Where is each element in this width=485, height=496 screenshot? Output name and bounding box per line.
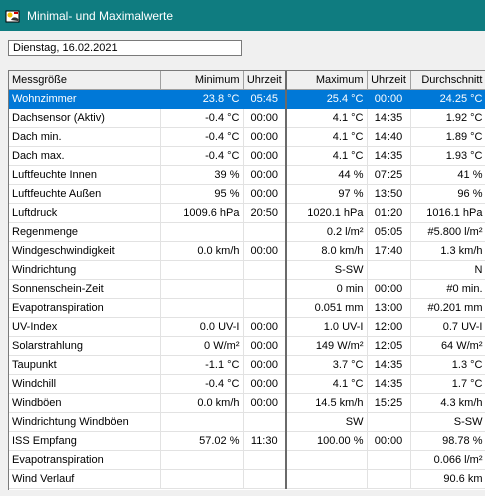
column-header-measure[interactable]: Messgröße [9, 71, 160, 89]
cell-max-time: 00:00 [367, 431, 410, 450]
cell-average: 96 % [410, 184, 485, 203]
cell-measure: Dachsensor (Aktiv) [9, 108, 160, 127]
title-bar[interactable] [0, 0, 485, 31]
cell-measure: Wohnzimmer [9, 89, 160, 108]
cell-average: 1.93 °C [410, 146, 485, 165]
cell-measure: Taupunkt [9, 355, 160, 374]
cell-maximum: 4.1 °C [286, 374, 367, 393]
cell-min-time: 00:00 [243, 146, 286, 165]
cell-max-time: 12:00 [367, 317, 410, 336]
cell-minimum: -0.4 °C [160, 127, 243, 146]
cell-minimum [160, 279, 243, 298]
cell-max-time: 05:05 [367, 222, 410, 241]
cell-measure: UV-Index [9, 317, 160, 336]
cell-min-time: 11:30 [243, 431, 286, 450]
cell-maximum: 3.7 °C [286, 355, 367, 374]
cell-average: 1.92 °C [410, 108, 485, 127]
weather-app-icon [5, 8, 21, 24]
cell-min-time: 00:00 [243, 393, 286, 412]
cell-minimum: -0.4 °C [160, 374, 243, 393]
cell-maximum: 14.5 km/h [286, 393, 367, 412]
cell-minimum: 23.8 °C [160, 89, 243, 108]
cell-minimum: -0.4 °C [160, 146, 243, 165]
cell-minimum: 0.0 km/h [160, 393, 243, 412]
cell-average: 41 % [410, 165, 485, 184]
cell-maximum: 8.0 km/h [286, 241, 367, 260]
minmax-table[interactable] [8, 70, 485, 491]
column-header-maximum[interactable]: Maximum [286, 71, 367, 89]
cell-max-time: 13:50 [367, 184, 410, 203]
cell-average: 0.7 UV-I [410, 317, 485, 336]
cell-minimum: 0.0 km/h [160, 241, 243, 260]
cell-average: 98.78 % [410, 431, 485, 450]
cell-measure: Dach max. [9, 146, 160, 165]
cell-maximum: 4.1 °C [286, 146, 367, 165]
cell-measure: Luftfeuchte Außen [9, 184, 160, 203]
cell-max-time: 14:40 [367, 127, 410, 146]
cell-maximum: 1020.1 hPa [286, 203, 367, 222]
cell-max-time: 14:35 [367, 146, 410, 165]
cell-min-time: 00:00 [243, 108, 286, 127]
cell-min-time: 00:00 [243, 184, 286, 203]
cell-minimum [160, 298, 243, 317]
cell-minimum: -1.1 °C [160, 355, 243, 374]
cell-measure: Windböen [9, 393, 160, 412]
cell-average: 64 W/m² [410, 336, 485, 355]
cell-min-time: 00:00 [243, 374, 286, 393]
cell-max-time: 14:35 [367, 108, 410, 127]
column-header-average[interactable]: Durchschnitt [410, 71, 485, 89]
window-bottom-edge [0, 490, 485, 496]
cell-maximum: 0.051 mm [286, 298, 367, 317]
cell-measure: Luftdruck [9, 203, 160, 222]
cell-minimum [160, 222, 243, 241]
table-row[interactable] [9, 184, 485, 203]
cell-min-time: 20:50 [243, 203, 286, 222]
column-header-max-time[interactable]: Uhrzeit [367, 71, 410, 89]
cell-minimum: 57.02 % [160, 431, 243, 450]
cell-average: #0 min. [410, 279, 485, 298]
cell-min-time: 00:00 [243, 355, 286, 374]
cell-maximum: 149 W/m² [286, 336, 367, 355]
cell-minimum: 0 W/m² [160, 336, 243, 355]
cell-max-time: 12:05 [367, 336, 410, 355]
cell-average: #0.201 mm [410, 298, 485, 317]
table-row[interactable] [9, 89, 485, 108]
table-row[interactable] [9, 165, 485, 184]
cell-maximum [286, 450, 367, 469]
cell-minimum [160, 450, 243, 469]
cell-min-time [243, 469, 286, 488]
cell-average: 1.89 °C [410, 127, 485, 146]
cell-max-time: 13:00 [367, 298, 410, 317]
date-input[interactable]: Dienstag, 16.02.2021 [8, 40, 242, 56]
cell-minimum: 39 % [160, 165, 243, 184]
cell-min-time [243, 412, 286, 431]
cell-maximum [286, 469, 367, 488]
cell-maximum: 0.2 l/m² [286, 222, 367, 241]
cell-average: 1016.1 hPa [410, 203, 485, 222]
cell-average: 90.6 km [410, 469, 485, 488]
cell-average: 1.3 °C [410, 355, 485, 374]
cell-measure: ISS Empfang [9, 431, 160, 450]
cell-max-time [367, 260, 410, 279]
cell-maximum: 97 % [286, 184, 367, 203]
cell-average: 24.25 °C [410, 89, 485, 108]
cell-maximum: 44 % [286, 165, 367, 184]
table-row[interactable] [9, 260, 485, 279]
table-row[interactable] [9, 298, 485, 317]
cell-min-time: 00:00 [243, 165, 286, 184]
table-row[interactable] [9, 431, 485, 450]
cell-min-time: 00:00 [243, 127, 286, 146]
cell-minimum: 0.0 UV-I [160, 317, 243, 336]
cell-maximum: 4.1 °C [286, 108, 367, 127]
table-body [9, 89, 485, 488]
table-row[interactable] [9, 355, 485, 374]
cell-max-time: 00:00 [367, 89, 410, 108]
cell-measure: Windrichtung [9, 260, 160, 279]
cell-minimum: 95 % [160, 184, 243, 203]
cell-average: 4.3 km/h [410, 393, 485, 412]
cell-min-time [243, 450, 286, 469]
window-title: Minimal- und Maximalwerte [27, 8, 174, 23]
cell-average: S-SW [410, 412, 485, 431]
cell-measure: Evapotranspiration [9, 298, 160, 317]
cell-measure: Windrichtung Windböen [9, 412, 160, 431]
cell-max-time: 15:25 [367, 393, 410, 412]
cell-min-time: 00:00 [243, 336, 286, 355]
cell-max-time: 07:25 [367, 165, 410, 184]
table-row[interactable] [9, 222, 485, 241]
cell-average: 1.3 km/h [410, 241, 485, 260]
table-row[interactable] [9, 469, 485, 488]
cell-maximum: 4.1 °C [286, 127, 367, 146]
column-header-min-time[interactable]: Uhrzeit [243, 71, 286, 89]
cell-average: 0.066 l/m² [410, 450, 485, 469]
cell-min-time [243, 298, 286, 317]
table-header-row [9, 71, 485, 89]
column-header-minimum[interactable]: Minimum [160, 71, 243, 89]
cell-min-time [243, 222, 286, 241]
cell-minimum [160, 412, 243, 431]
table-row[interactable] [9, 203, 485, 222]
cell-maximum: 25.4 °C [286, 89, 367, 108]
cell-measure: Evapotranspiration [9, 450, 160, 469]
cell-measure: Luftfeuchte Innen [9, 165, 160, 184]
cell-max-time: 14:35 [367, 355, 410, 374]
cell-maximum: S-SW [286, 260, 367, 279]
cell-minimum [160, 469, 243, 488]
table-row[interactable] [9, 393, 485, 412]
table-row[interactable] [9, 127, 485, 146]
cell-max-time: 01:20 [367, 203, 410, 222]
cell-measure: Regenmenge [9, 222, 160, 241]
cell-max-time [367, 450, 410, 469]
cell-minimum [160, 260, 243, 279]
table-row[interactable] [9, 317, 485, 336]
table-row[interactable] [9, 374, 485, 393]
table-row[interactable] [9, 412, 485, 431]
cell-max-time: 00:00 [367, 279, 410, 298]
cell-measure: Windchill [9, 374, 160, 393]
cell-min-time: 05:45 [243, 89, 286, 108]
cell-max-time: 17:40 [367, 241, 410, 260]
cell-min-time [243, 279, 286, 298]
table-row[interactable] [9, 146, 485, 165]
cell-maximum: 100.00 % [286, 431, 367, 450]
cell-average: #5.800 l/m² [410, 222, 485, 241]
table-row[interactable] [9, 108, 485, 127]
cell-minimum: 1009.6 hPa [160, 203, 243, 222]
cell-max-time [367, 412, 410, 431]
cell-maximum: 1.0 UV-I [286, 317, 367, 336]
cell-measure: Sonnenschein-Zeit [9, 279, 160, 298]
cell-average: 1.7 °C [410, 374, 485, 393]
cell-minimum: -0.4 °C [160, 108, 243, 127]
cell-max-time [367, 469, 410, 488]
cell-measure: Solarstrahlung [9, 336, 160, 355]
cell-maximum: 0 min [286, 279, 367, 298]
table-row[interactable] [9, 279, 485, 298]
cell-min-time: 00:00 [243, 317, 286, 336]
cell-min-time: 00:00 [243, 241, 286, 260]
cell-average: N [410, 260, 485, 279]
cell-measure: Dach min. [9, 127, 160, 146]
cell-measure: Wind Verlauf [9, 469, 160, 488]
table-row[interactable] [9, 450, 485, 469]
table-row[interactable] [9, 336, 485, 355]
table-row[interactable] [9, 241, 485, 260]
cell-maximum: SW [286, 412, 367, 431]
cell-measure: Windgeschwindigkeit [9, 241, 160, 260]
cell-min-time [243, 260, 286, 279]
cell-max-time: 14:35 [367, 374, 410, 393]
